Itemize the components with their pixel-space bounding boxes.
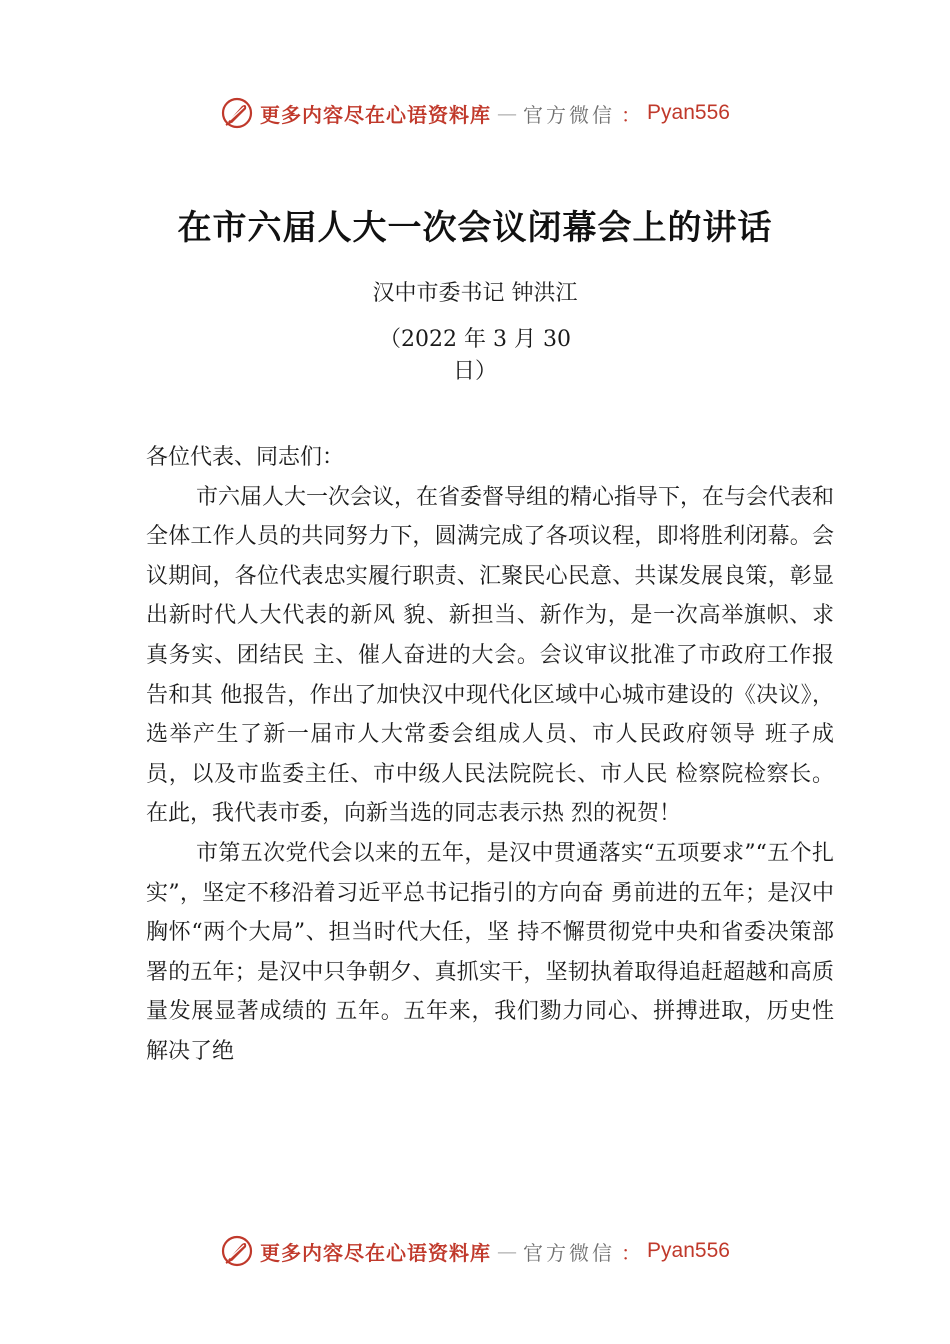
watermark-header <box>0 96 950 130</box>
document-date-line1: （2022 年 3 月 30 <box>379 327 571 352</box>
watermark-wechat-label: 官方微信 <box>523 102 616 127</box>
document-date-line2: 日） <box>452 359 497 384</box>
watermark-colon: ： <box>621 102 642 127</box>
paragraph: 市六届人大一次会议，在省委督导组的精心指导下，在与会代表和全体工作人员的共同努力下，圆满完成了各项议程，即将胜利闭幕。会议期间，各位代表忠实履行职责、汇聚民心民意、共谋发展良策，彰显出新时代人大代表的新风 貌、新担当、新作为，是一次高举旗帜、求真务实、团结民 主、催人奋进的大会。会议审议批准了市政府工作报告和其 他报告，作出了加快汉中现代化区域中心城市建设的《决议》， 选举产生了新一届市人大常委会组成人员、市人民政府领导 班子成员，以及市监委主任、市中级人民法院院长、市人民 检察院检察长。在此，我代表市委，向新当选的同志表示热 烈的祝贺！ <box>146 484 835 827</box>
watermark-colon: ： <box>621 1240 642 1265</box>
watermark-wechat-id: Pyan556 <box>647 1239 730 1262</box>
quill-pen-logo-icon <box>220 1234 254 1268</box>
quill-pen-logo-icon <box>220 96 254 130</box>
document-title: 在市六届人大一次会议闭幕会上的讲话 <box>177 208 773 248</box>
watermark-text: 更多内容尽在心语资料库 <box>260 1240 492 1265</box>
watermark-wechat-label: 官方微信 <box>523 1240 616 1265</box>
paragraph: 市第五次党代会以来的五年，是汉中贯通落实“五项要求”“五个扎实”，坚定不移沿着习近平总书记指引的方向奋 勇前进的五年；是汉中胸怀“两个大局”、担当时代大任，坚 持不懈贯彻党中央和省委决策部署的五年；是汉中只争朝夕、真抓实干，坚韧执着取得追赶超越和高质量发展显著成绩的 五年。五年来，我们勠力同心、拼搏进取，历史性解决了绝 <box>146 840 834 1064</box>
document-body <box>146 438 834 1072</box>
watermark-separator: — <box>497 1239 518 1263</box>
watermark-text: 更多内容尽在心语资料库 <box>260 102 492 127</box>
watermark-wechat-id: Pyan556 <box>647 101 730 124</box>
salutation: 各位代表、同志们： <box>146 445 345 470</box>
watermark-separator: — <box>497 101 518 125</box>
watermark-footer <box>0 1234 950 1268</box>
document-author: 汉中市委书记 钟洪江 <box>372 281 578 306</box>
